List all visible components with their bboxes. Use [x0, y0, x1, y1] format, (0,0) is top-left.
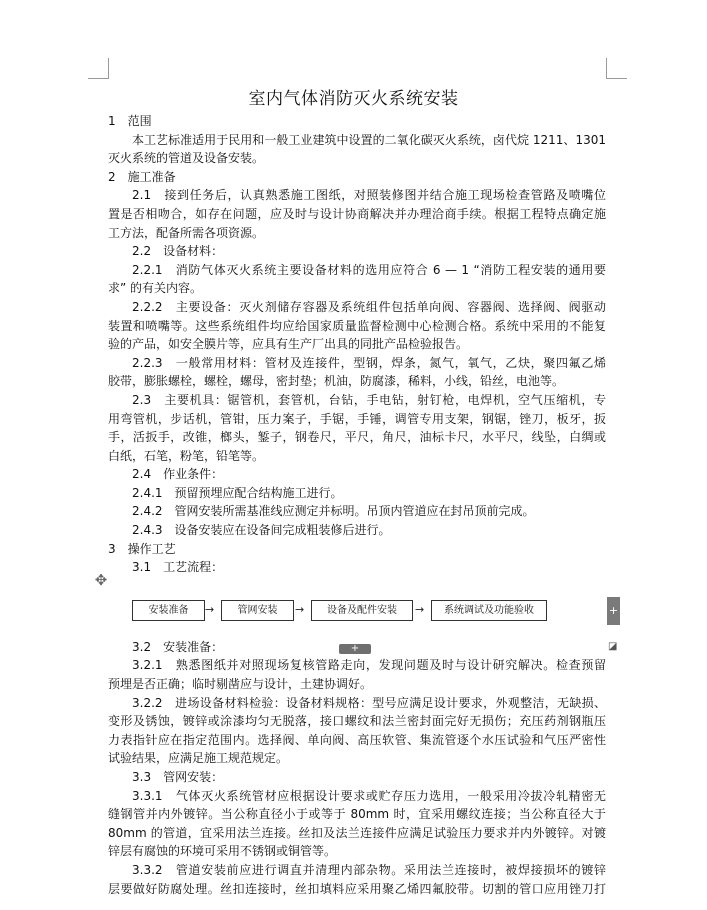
heading-process: 3 操作工艺: [108, 541, 176, 556]
paragraph-line: 试验结果，应满足施工规范规定。: [108, 751, 289, 766]
paragraph-line: 2.2.1 消防气体灭火系统主要设备材料的选用应符合 6 — 1 “消防工程安装的通用要: [132, 262, 606, 277]
heading-scope: 1 范围: [108, 114, 152, 128]
table-resize-handle-icon[interactable]: ◪: [608, 641, 618, 652]
flow-step-pipe-network: 管网安装: [221, 600, 294, 621]
subheading: 2.4 作业条件：: [132, 467, 224, 482]
paragraph-line: 2.2.2 主要设备：灭火剂储存容器及系统组件包括单向阀、容器阀、选择阀、阀驱动: [132, 299, 606, 314]
paragraph-line: 手，活扳手，改锥，榔头，錾子，钢卷尺，平尺，角尺，油标卡尺，水平尺，线坠，白绸或: [108, 430, 606, 445]
process-flowchart[interactable]: [108, 580, 606, 638]
document-body: [108, 112, 606, 898]
subheading: 3.3 管网安装：: [132, 770, 224, 784]
flow-step-preparation: 安装准备: [132, 600, 205, 621]
flow-arrow: →: [295, 602, 305, 616]
paragraph-line: 预埋是否正确；临时剔凿应与设计，土建协调好。: [108, 677, 373, 692]
margin-corner-top-right: [606, 58, 627, 79]
subheading: 2.2 设备材料：: [132, 244, 224, 259]
subheading: 3.2 安装准备：: [132, 639, 224, 654]
paragraph-line: 变形及锈蚀，镀锌或涂漆均匀无脱落，接口螺纹和法兰密封面完好无损伤；充压药剂钢瓶压: [108, 714, 606, 729]
paragraph-line: 力表指针应在指定范围内。选择阀、单向阀、高压软管、集流管逐个水压试验和气压严密性: [108, 732, 606, 747]
flow-arrow: →: [415, 602, 425, 616]
subheading: 3.1 工艺流程：: [132, 560, 224, 575]
paragraph-line: 缝钢管并内外镀锌。当公称直径小于或等于 80mm 时，宜采用螺纹连接；当公称直径大于: [108, 807, 606, 822]
document-title: 室内气体消防灭火系统安装: [248, 89, 459, 109]
paragraph-line: 灭火系统的管道及设备安装。: [108, 151, 265, 166]
paragraph-line: 锌层有腐蚀的环境可采用不锈钢或铜管等。: [108, 844, 337, 859]
table-move-handle-icon[interactable]: ✥: [94, 571, 108, 589]
add-column-button[interactable]: +: [607, 597, 620, 625]
paragraph-line: 用弯管机，步话机，管钳，压力案子，手锯，手锤，调管专用支架，钢锯，锉刀，板牙，扳: [108, 411, 606, 426]
flow-step-commissioning: 系统调试及功能验收: [431, 600, 547, 621]
heading-preparation: 2 施工准备: [108, 169, 176, 184]
paragraph-line: 工方法，配备所需各项资源。: [108, 225, 265, 240]
paragraph-line: 层要做好防腐处理。丝扣连接时，丝扣填料应采用聚乙烯四氟胶带。切割的管口应用锉刀打: [108, 881, 606, 896]
paragraph-line: 2.4.3 设备安装应在设备间完成粗装修后进行。: [132, 523, 391, 538]
paragraph-line: 2.4.2 管网安装所需基准线应测定并标明。吊顶内管道应在封吊顶前完成。: [132, 504, 535, 519]
paragraph-line: 白纸，石笔，粉笔，铅笔等。: [108, 448, 265, 463]
paragraph-line: 2.3 主要机具：锯管机，套管机，台钻，手电钻，射钉枪，电焊机，空气压缩机，专: [132, 392, 606, 407]
paragraph-line: 2.1 接到任务后，认真熟悉施工图纸，对照装修图并结合施工现场检查管路及喷嘴位: [132, 188, 606, 203]
paragraph-line: 3.2.2 进场设备材料检验：设备材料规格：型号应满足设计要求，外观整洁，无缺损、: [132, 695, 606, 710]
paragraph-line: 装置和喷嘴等。这些系统组件均应给国家质量监督检测中心检测合格。系统中采用的不能复: [108, 318, 606, 333]
paragraph-line: 胶带，膨胀螺栓，螺栓，螺母，密封垫；机油，防腐漆，稀料，小线，铅丝，电池等。: [108, 374, 565, 389]
flow-arrow: →: [205, 602, 215, 616]
paragraph-line: 2.2.3 一般常用材料：管材及连接件，型钢，焊条，氮气，氧气，乙炔，聚四氟乙烯: [132, 355, 606, 370]
paragraph-line: 本工艺标准适用于民用和一般工业建筑中设置的二氧化碳灭火系统，卤代烷 1211、1301: [132, 132, 606, 147]
paragraph-line: 求” 的有关内容。: [108, 281, 203, 296]
paragraph-line: 3.3.1 气体灭火系统管材应根据设计要求或贮存压力选用，一般采用冷拔冷轧精密无: [132, 788, 606, 803]
paragraph-line: 2.4.1 预留预埋应配合结构施工进行。: [132, 485, 343, 500]
add-row-button[interactable]: +: [339, 644, 371, 654]
paragraph-line: 3.2.1 熟悉图纸并对照现场复核管路走向，发现问题及时与设计研究解决。检查预留: [132, 658, 606, 673]
paragraph-line: 置是否相吻合，如存在问题，应及时与设计协商解决并办理洽商手续。根据工程特点确定施: [108, 206, 606, 221]
paragraph-line: 3.3.2 管道安装前应进行调直并清理内部杂物。采用法兰连接时，被焊接损坏的镀锌: [132, 862, 606, 877]
paragraph-line: 80mm 的管道，宜采用法兰连接。丝扣及法兰连接件应满足试验压力要求并内外镀锌。对镀: [108, 825, 606, 840]
paragraph-line: 验的产品，如安全膜片等，应具有生产厂出具的同批产品检验报告。: [108, 337, 469, 352]
margin-corner-top-left: [88, 58, 109, 79]
flow-step-equipment: 设备及配件安装: [311, 600, 413, 621]
